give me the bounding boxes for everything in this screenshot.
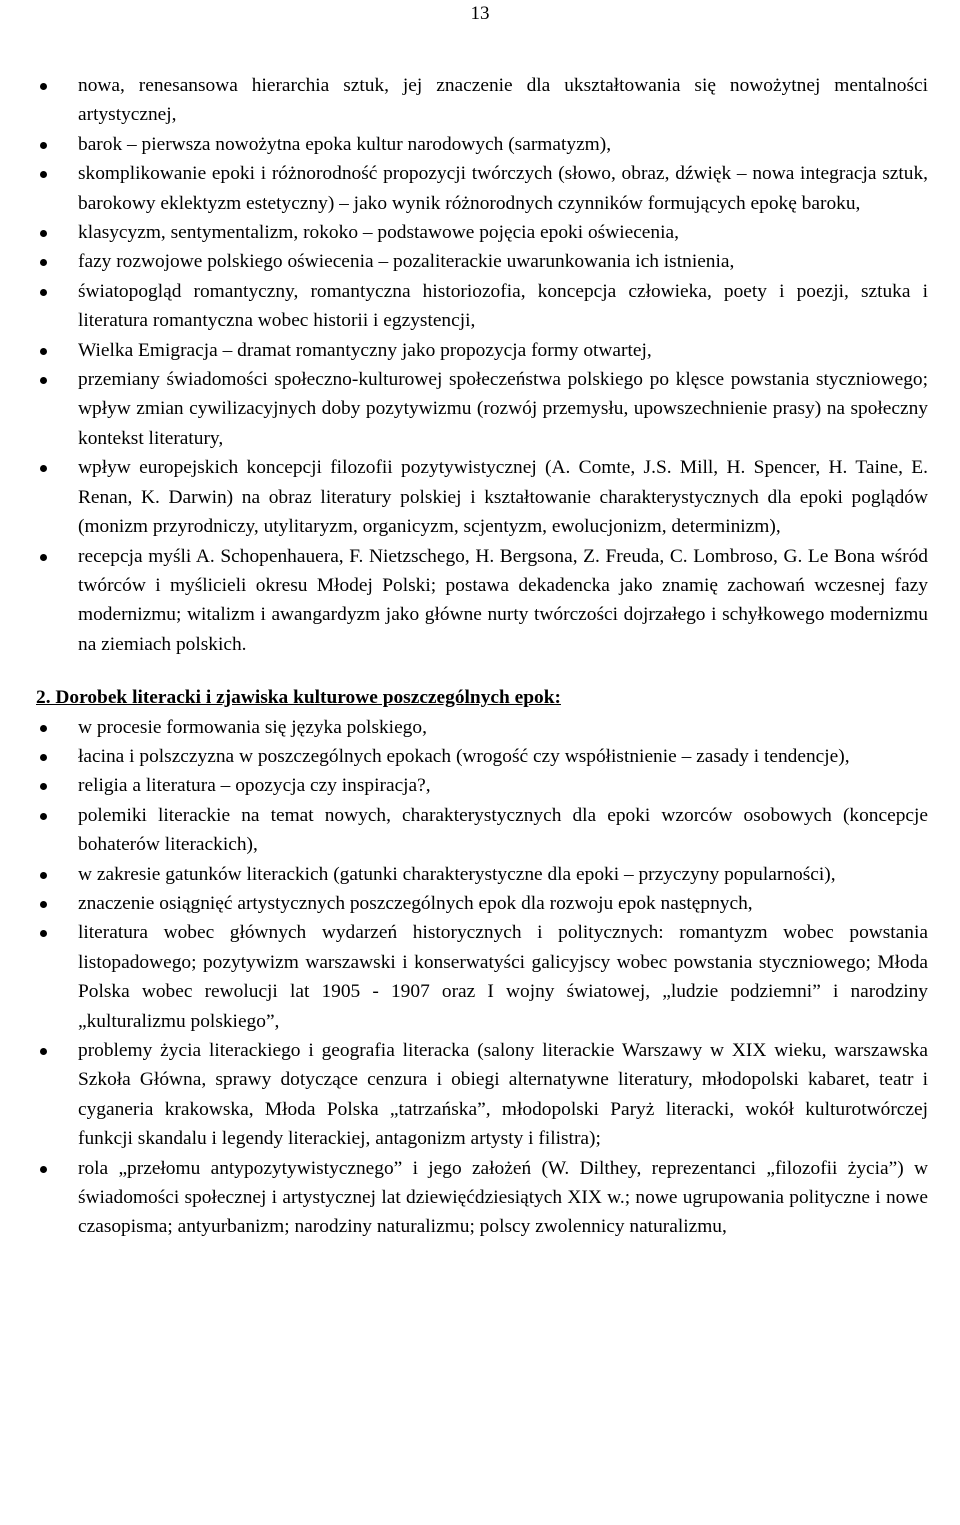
list-item: Wielka Emigracja – dramat romantyczny jako propozycja formy otwartej, — [40, 336, 928, 365]
list-item: w procesie formowania się języka polskiego, — [40, 713, 928, 742]
page-number: 13 — [470, 3, 490, 24]
bullet-list-section-1 — [40, 71, 928, 659]
list-item: światopogląd romantyczny, romantyczna historiozofia, koncepcja człowieka, poety i poezji, sztuka i literatura romantyczna wobec historii i egzystencji, — [40, 277, 928, 336]
list-item: skomplikowanie epoki i różnorodność propozycji twórczych (słowo, obraz, dźwięk – nowa integracja sztuk, barokowy eklektyzm estetyczny) – jako wynik różnorodnych czynników formujących epokę baroku, — [40, 159, 928, 218]
document-body — [36, 71, 928, 1242]
list-item: nowa, renesansowa hierarchia sztuk, jej znaczenie dla ukształtowania się nowożytnej mentalności artystycznej, — [40, 71, 928, 130]
list-item: łacina i polszczyzna w poszczególnych epokach (wrogość czy współistnienie – zasady i tendencje), — [40, 742, 928, 771]
list-item: recepcja myśli A. Schopenhauera, F. Nietzschego, H. Bergsona, Z. Freuda, C. Lombroso, G. Le Bona wśród twórców i myślicieli okresu Młodej Polski; postawa dekadencka jako znamię zachowań wczesnej fazy modernizmu; witalizm i awangardyzm jako główne nurty twórczości dojrzałego i schyłkowego modernizmu na ziemiach polskich. — [40, 542, 928, 660]
list-item: w zakresie gatunków literackich (gatunki charakterystyczne dla epoki – przyczyny popularności), — [40, 860, 928, 889]
section-heading: 2. Dorobek literacki i zjawiska kulturowe poszczególnych epok: — [36, 687, 561, 709]
list-item: problemy życia literackiego i geografia literacka (salony literackie Warszawy w XIX wieku, warszawska Szkoła Główna, sprawy dotyczące cenzura i obiegi alternatywne literatury, młodopolski kabaret, teatr i cyganeria krakowska, Młoda Polska „tatrzańska”, młodopolski Paryż literacki, wokół kulturotwórczej funkcji skandalu i legendy literackiej, antagonizm artysty i filistra); — [40, 1036, 928, 1154]
list-item: wpływ europejskich koncepcji filozofii pozytywistycznej (A. Comte, J.S. Mill, H. Spencer, H. Taine, E. Renan, K. Darwin) na obraz literatury polskiej i kształtowanie charakterystycznych dla epoki poglądów (monizm przyrodniczy, utylitaryzm, organicyzm, scjentyzm, ewolucjonizm, determinizm), — [40, 453, 928, 541]
list-item: rola „przełomu antypozytywistycznego” i jego założeń (W. Dilthey, reprezentanci „filozofii życia”) w świadomości społecznej i artystycznej lat dziewięćdziesiątych XIX w.; nowe ugrupowania polityczne i nowe czasopisma; antyurbanizm; narodziny naturalizmu; polscy zwolennicy naturalizmu, — [40, 1154, 928, 1242]
bullet-list-section-2 — [40, 713, 928, 1242]
list-item: literatura wobec głównych wydarzeń historycznych i politycznych: romantyzm wobec powstania listopadowego; pozytywizm warszawski i konserwatyści galicyjscy wobec powstania styczniowego; Młoda Polska wobec rewolucji lat 1905 - 1907 oraz I wojny światowej, „ludzie podziemni” i narodziny „kulturalizmu polskiego”, — [40, 918, 928, 1036]
list-item: polemiki literackie na temat nowych, charakterystycznych dla epoki wzorców osobowych (koncepcje bohaterów literackich), — [40, 801, 928, 860]
list-item: przemiany świadomości społeczno-kulturowej społeczeństwa polskiego po klęsce powstania styczniowego; wpływ zmian cywilizacyjnych doby pozytywizmu (rozwój przemysłu, upowszechnienie prasy) na społeczny kontekst literatury, — [40, 365, 928, 453]
list-item: fazy rozwojowe polskiego oświecenia – pozaliterackie uwarunkowania ich istnienia, — [40, 247, 928, 276]
list-item: religia a literatura – opozycja czy inspiracja?, — [40, 771, 928, 800]
list-item: barok – pierwsza nowożytna epoka kultur narodowych (sarmatyzm), — [40, 130, 928, 159]
list-item: znaczenie osiągnięć artystycznych poszczególnych epok dla rozwoju epok następnych, — [40, 889, 928, 918]
list-item: klasycyzm, sentymentalizm, rokoko – podstawowe pojęcia epoki oświecenia, — [40, 218, 928, 247]
